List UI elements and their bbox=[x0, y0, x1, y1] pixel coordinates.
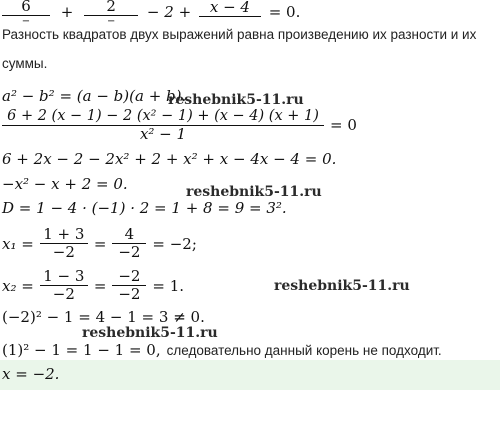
equation-line-1: $\frac{6}{-}$ + $\frac{2}{-}$ − 2 + x − 4 = 0. bbox=[2, 0, 300, 28]
check-root-one: (1)² − 1 = 1 − 1 = 0, следовательно данный корень не подходит. bbox=[2, 341, 442, 359]
difference-of-squares-identity: a² − b² = (a − b)(a + b). bbox=[2, 87, 187, 105]
check-root-minus-two: (−2)² − 1 = 4 − 1 = 3 ≠ 0. bbox=[2, 308, 205, 326]
fraction-1: $\frac{6}{-}$ bbox=[2, 0, 50, 28]
watermark: reshebnik5-11.ru bbox=[274, 278, 410, 294]
explanation-line-1: Разность квадратов двух выражений равна произведению их разности и их bbox=[2, 27, 477, 42]
fraction-3: x − 4 bbox=[200, 0, 260, 27]
fraction-2: $\frac{2}{-}$ bbox=[84, 0, 138, 28]
expanded-equation: 6 + 2x − 2 − 2x² + 2 + x² + x − 4x − 4 = 0. bbox=[2, 150, 337, 168]
watermark: reshebnik5-11.ru bbox=[186, 184, 322, 200]
answer-highlight bbox=[0, 360, 500, 390]
watermark: reshebnik5-11.ru bbox=[168, 92, 304, 108]
explanation-line-2: суммы. bbox=[2, 56, 48, 71]
final-answer: x = −2. bbox=[2, 365, 60, 383]
combined-fraction-equation: $\frac{\text{6 + 2 (x − 1) − 2 (x² − 1) + (x − 4) (x + 1)}}{\text{x² − 1}}$ = 0 bbox=[2, 108, 357, 143]
reduced-equation: −x² − x + 2 = 0. bbox=[2, 175, 128, 193]
root-x2: x₂ = $\frac{1 - 3}{-2}$ = $\frac{-2}{-2}$ = 1. bbox=[2, 267, 185, 304]
watermark: reshebnik5-11.ru bbox=[82, 325, 218, 341]
root-x1: x₁ = $\frac{1 + 3}{-2}$ = $\frac{4}{-2}$ = −2; bbox=[2, 225, 197, 262]
discriminant-line: D = 1 − 4 · (−1) · 2 = 1 + 8 = 9 = 3². bbox=[2, 199, 287, 217]
